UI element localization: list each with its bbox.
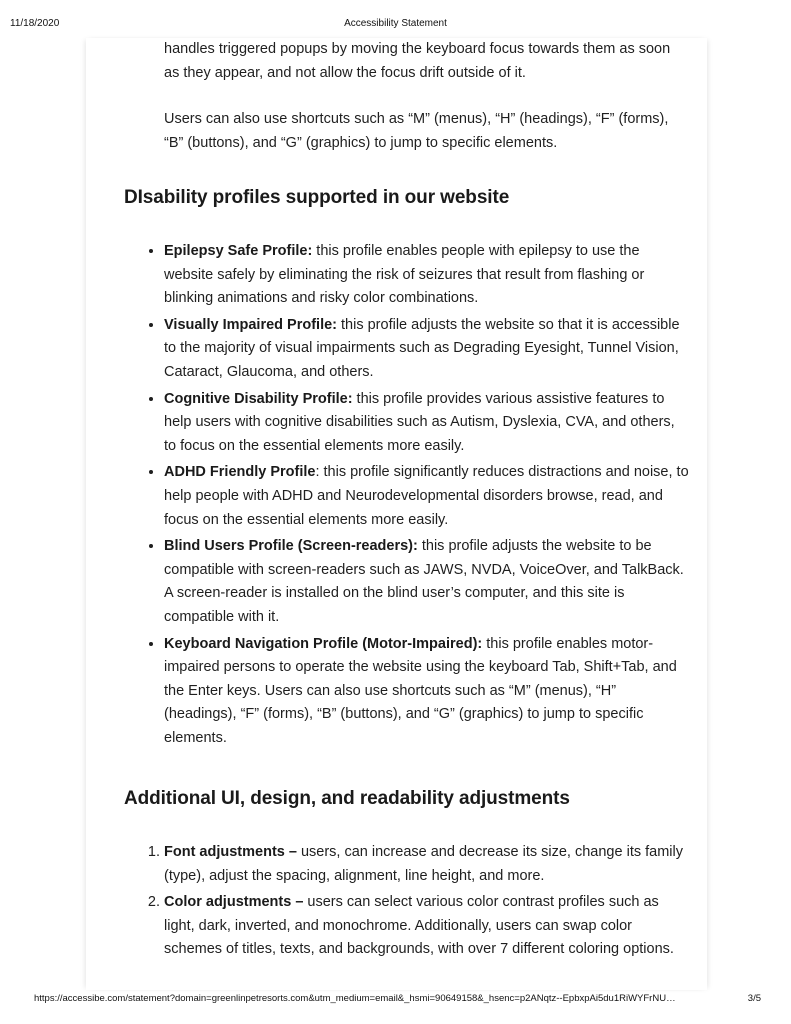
profiles-list bbox=[124, 240, 689, 753]
adjustment-title: Color adjustments – bbox=[164, 894, 304, 911]
profile-text: this profile enables people with epilepsy to use the website safely by eliminating the risk of seizures that result from flashing or blinking animations and risky color combinations. bbox=[164, 243, 645, 307]
adjustment-title: Font adjustments – bbox=[164, 844, 297, 860]
page-number: 3/5 bbox=[747, 993, 761, 1004]
adjustments-list bbox=[124, 841, 689, 965]
profile-text: this profile adjusts the website to be compatible with screen-readers such as JAWS, NVDA, VoiceOver, and TalkBack. A screen-reader is installed on the blind user’s computer, and this site is compatible with it. bbox=[164, 538, 684, 625]
list-item bbox=[164, 891, 689, 962]
list-item bbox=[164, 535, 689, 629]
list-item bbox=[164, 240, 689, 311]
profile-title: Epilepsy Safe Profile: bbox=[164, 243, 313, 259]
intro-paragraph-1: handles triggered popups by moving the keyboard focus towards them as soon as they appear, and not allow the focus drift outside of it. bbox=[164, 41, 671, 81]
print-footer bbox=[0, 993, 791, 1007]
profile-text: this profile provides various assistive features to help users with cognitive disabilities such as Autism, Dyslexia, CVA, and others, to focus on the essential elements more easily. bbox=[164, 390, 675, 454]
print-title: Accessibility Statement bbox=[344, 18, 447, 29]
content-card bbox=[86, 38, 707, 990]
list-item bbox=[164, 461, 689, 532]
profile-text: this profile adjusts the website so that it is accessible to the majority of visual impairments such as Degrading Eyesight, Tunnel Vision, Cataract, Glaucoma, and others. bbox=[164, 316, 680, 380]
profile-title: Cognitive Disability Profile: bbox=[164, 390, 353, 407]
print-url: https://accessibe.com/statement?domain=greenlinpetresorts.com&utm_medium=email&_hsmi=90649158&_hsenc=p2ANqtz--EpbxpAi5du1RiWYFrNU… bbox=[34, 993, 676, 1004]
profile-title: Visually Impaired Profile: bbox=[164, 316, 337, 333]
list-item bbox=[164, 388, 689, 459]
profile-text: this profile enables motor-impaired persons to operate the website using the keyboard Tab, Shift+Tab, and the Enter keys. Users can also use shortcuts such as “M” (menus), “H” (headings), “F” (forms), “B” (buttons), and “G” (graphics) to jump to specific elements. bbox=[164, 635, 677, 746]
profiles-heading: DIsability profiles supported in our website bbox=[124, 187, 510, 208]
adjustments-heading: Additional UI, design, and readability adjustments bbox=[124, 788, 570, 809]
profile-title: Keyboard Navigation Profile (Motor-Impaired): bbox=[164, 635, 483, 652]
adjustment-text: users, can increase and decrease its size, change its family (type), adjust the spacing, alignment, line height, and more. bbox=[164, 844, 683, 884]
list-item bbox=[164, 314, 689, 385]
print-header bbox=[0, 18, 791, 32]
profile-title: ADHD Friendly Profile bbox=[164, 464, 316, 481]
profile-text: : this profile significantly reduces distractions and noise, to help people with ADHD and Neurodevelopmental disorders browse, read, and focus on the essential elements more easily. bbox=[164, 464, 689, 528]
list-item bbox=[164, 633, 689, 751]
adjustment-text: users can select various color contrast profiles such as light, dark, inverted, and monochrome. Additionally, users can swap color schemes of titles, texts, and backgrounds, with over 7 different coloring options. bbox=[164, 894, 674, 958]
profile-title: Blind Users Profile (Screen-readers): bbox=[164, 538, 418, 555]
intro-paragraph-2: Users can also use shortcuts such as “M” (menus), “H” (headings), “F” (forms), “B” (buttons), and “G” (graphics) to jump to specific elements. bbox=[164, 111, 669, 151]
list-item bbox=[164, 841, 689, 888]
print-date: 11/18/2020 bbox=[10, 18, 60, 29]
